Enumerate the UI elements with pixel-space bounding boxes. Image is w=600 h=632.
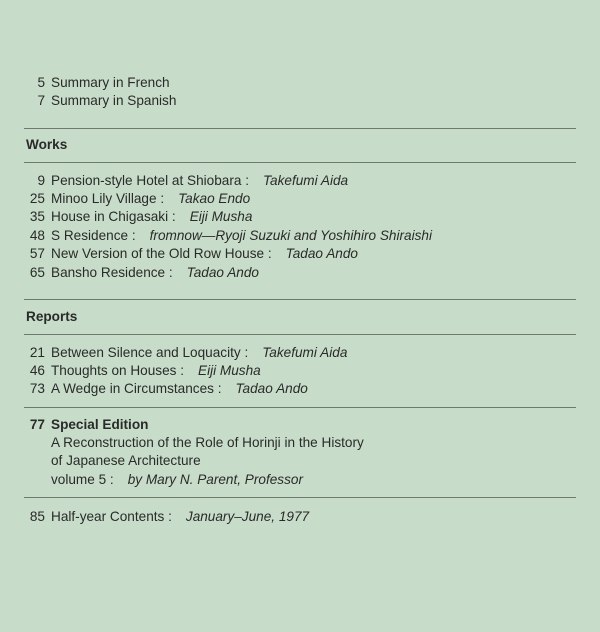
entry-title: Minoo Lily Village : <box>51 191 165 206</box>
entry-author: Takefumi Aida <box>262 345 348 360</box>
page-number: 25 <box>29 191 45 206</box>
divider <box>24 128 576 129</box>
entry-title: Bansho Residence : <box>51 265 173 280</box>
entry-title: A Wedge in Circumstances : <box>51 381 222 396</box>
page-number: 48 <box>29 228 45 243</box>
entry-title: Summary in French <box>51 75 170 90</box>
page-number: 7 <box>37 93 45 108</box>
entry-title: Pension-style Hotel at Shiobara : <box>51 173 249 188</box>
entry-author: Takefumi Aida <box>262 173 349 188</box>
entry-title: House in Chigasaki : <box>51 209 176 224</box>
page-number: 73 <box>29 381 45 396</box>
page-number: 5 <box>37 75 45 90</box>
divider <box>24 299 576 300</box>
entry-author: Tadao Ando <box>186 265 259 280</box>
page-number: 35 <box>29 209 45 224</box>
page-number: 46 <box>29 363 45 378</box>
page-number: 57 <box>29 246 45 261</box>
page-number: 21 <box>29 345 45 360</box>
entry-author: Tadao Ando <box>235 381 308 396</box>
contents-period: January–June, 1977 <box>185 509 310 524</box>
entry-author: Takao Endo <box>178 191 251 206</box>
section-heading-works: Works <box>26 137 68 152</box>
divider <box>24 162 576 163</box>
divider <box>24 407 576 408</box>
divider <box>24 334 576 335</box>
entry-title: Summary in Spanish <box>51 93 177 108</box>
entry-title: Between Silence and Loquacity : <box>51 345 249 360</box>
divider <box>24 497 576 498</box>
special-edition-title: Special Edition <box>51 417 149 432</box>
entry-author: Tadao Ando <box>285 246 358 261</box>
entry-author: fromnow—Ryoji Suzuki and Yoshihiro Shiraishi <box>149 228 432 243</box>
page-number: 77 <box>29 417 45 432</box>
entry-title: New Version of the Old Row House : <box>51 246 272 261</box>
volume-label: volume 5 : <box>51 472 114 487</box>
entry-title: S Residence : <box>51 228 136 243</box>
table-of-contents: 5 Summary in French 7 Summary in Spanish Works 9 Pension-style Hotel at Shiobara : Takefumi Aida 25 Minoo Lily Village : Takao Endo 35 House in Chigasaki : Eiji Musha 48 S Residence : fromnow—Ryoji Suzuki and Yoshihiro Shiraishi 57 New Version of the Old Row House : Tadao Ando 65 Bansho Residence : Tadao Ando Reports 21 Between Silence and Loquacity : Takefumi Aida 46 Thoughts on Houses : Eiji Musha 73 A Wedge in Circumstances : Tadao Ando 77 Special Edition A Reconstruction of the Role of Horinji in the History of Japanese Architecture volume 5 : by Mary N. Parent, Professor 85 Half-year Contents : January–June, 1977 <box>0 0 600 632</box>
entry-title: Thoughts on Houses : <box>51 363 184 378</box>
entry-author: by Mary N. Parent, Professor <box>127 472 303 487</box>
page-number: 85 <box>29 509 45 524</box>
entry-author: Eiji Musha <box>198 363 261 378</box>
section-heading-reports: Reports <box>26 309 78 324</box>
entry-title: Half-year Contents : <box>51 509 172 524</box>
page-number: 9 <box>37 173 45 188</box>
entry-author: Eiji Musha <box>189 209 253 224</box>
page-number: 65 <box>29 265 45 280</box>
